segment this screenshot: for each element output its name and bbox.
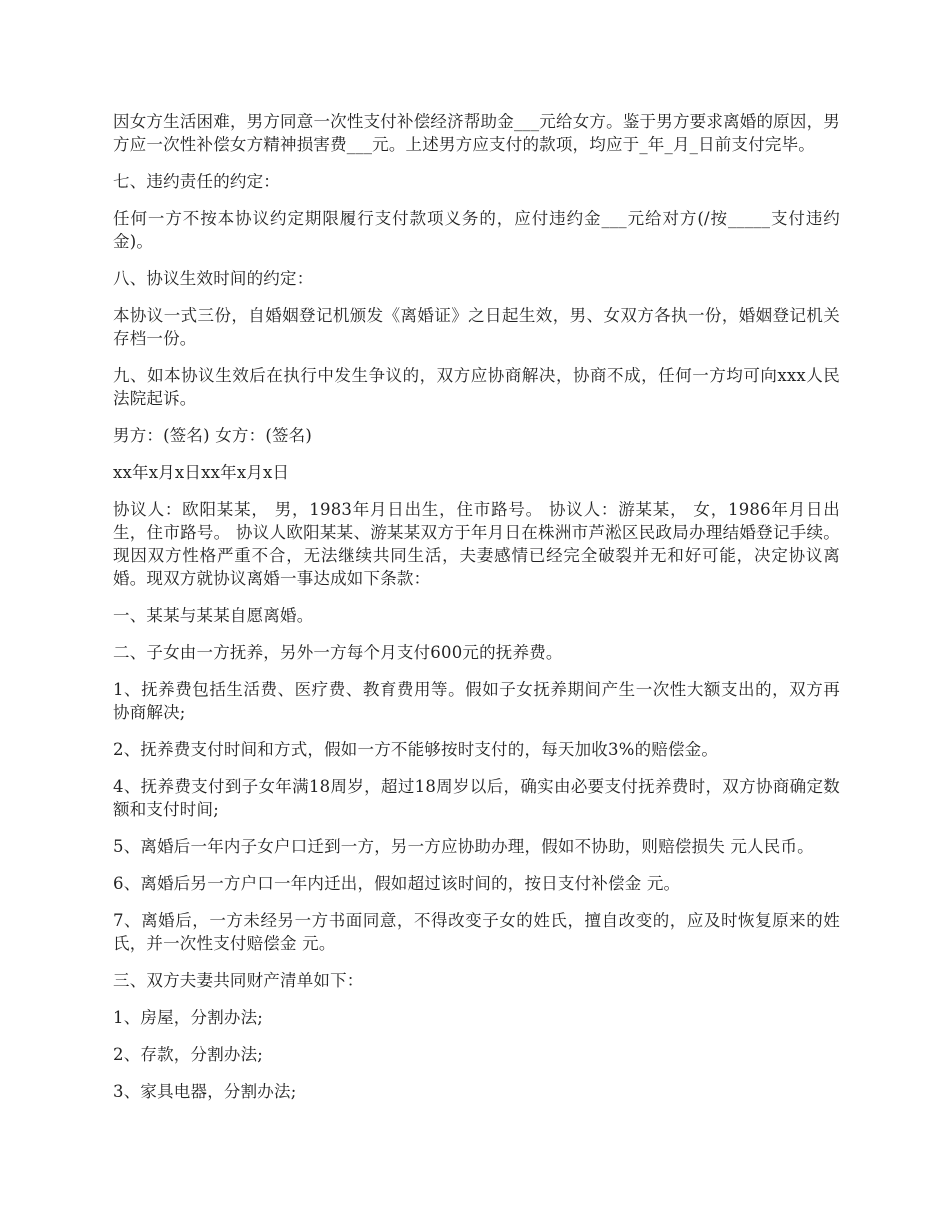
signature-line: 男方：(签名) 女方：(签名) xyxy=(113,426,312,445)
subclause-2-4: 4、抚养费支付到子女年满18周岁，超过18周岁以后，确实由必要支付抚养费时，双方协商确定数额和支付时间; xyxy=(113,777,840,819)
paragraph-dispute: 九、如本协议生效后在执行中发生争议的，双方应协商解决，协商不成，任何一方均可向xxx人民法院起诉。 xyxy=(113,366,840,408)
subclause-2-1: 1、抚养费包括生活费、医疗费、教育费用等。假如子女抚养期间产生一次性大额支出的，双方再协商解决; xyxy=(113,680,840,722)
paragraph-compensation: 因女方生活困难，男方同意一次性支付补偿经济帮助金___元给女方。鉴于男方要求离婚的原因，男方应一次性补偿女方精神损害费___元。上述男方应支付的款项，均应于_年_月_日前支付完毕。 xyxy=(113,112,840,154)
date-line: xx年x月x日xx年x月x日 xyxy=(113,463,290,482)
subclause-3-1: 1、房屋，分割办法; xyxy=(113,1008,264,1027)
subclause-2-6: 6、离婚后另一方户口一年内迁出，假如超过该时间的，按日支付补偿金 元。 xyxy=(113,874,681,893)
clause-2: 二、子女由一方抚养，另外一方每个月支付600元的抚养费。 xyxy=(113,643,563,662)
document-body xyxy=(113,110,840,1117)
subclause-3-2: 2、存款，分割办法; xyxy=(113,1045,264,1064)
paragraph-parties: 协议人：欧阳某某， 男，1983年月日出生，住市路号。 协议人：游某某， 女，1986年月日出生，住市路号。 协议人欧阳某某、游某某双方于年月日在株洲市芦淞区民政局办理结婚登记手续。现因双方性格严重不合，无法继续共同生活，夫妻感情已经完全破裂并无和好可能，决定协议离婚。现双方就协议离婚一事达成如下条款： xyxy=(113,500,840,588)
subclause-2-5: 5、离婚后一年内子女户口迁到一方，另一方应协助办理，假如不协助，则赔偿损失 元人民币。 xyxy=(113,837,814,856)
section-heading-effective-time: 八、协议生效时间的约定： xyxy=(113,269,314,288)
paragraph-copies: 本协议一式三份，自婚姻登记机颁发《离婚证》之日起生效，男、女双方各执一份，婚姻登记机关存档一份。 xyxy=(113,306,840,348)
subclause-2-7: 7、离婚后，一方未经另一方书面同意，不得改变子女的姓氏，擅自改变的，应及时恢复原来的姓氏，并一次性支付赔偿金 元。 xyxy=(113,911,840,953)
paragraph-breach-penalty: 任何一方不按本协议约定期限履行支付款项义务的，应付违约金___元给对方(/按_____支付违约金)。 xyxy=(113,209,840,251)
clause-3: 三、双方夫妻共同财产清单如下： xyxy=(113,971,364,990)
clause-1: 一、某某与某某自愿离婚。 xyxy=(113,606,314,625)
subclause-3-3: 3、家具电器，分割办法; xyxy=(113,1082,297,1101)
subclause-2-2: 2、抚养费支付时间和方式，假如一方不能够按时支付的，每天加收3%的赔偿金。 xyxy=(113,740,719,759)
section-heading-breach: 七、违约责任的约定： xyxy=(113,172,280,191)
